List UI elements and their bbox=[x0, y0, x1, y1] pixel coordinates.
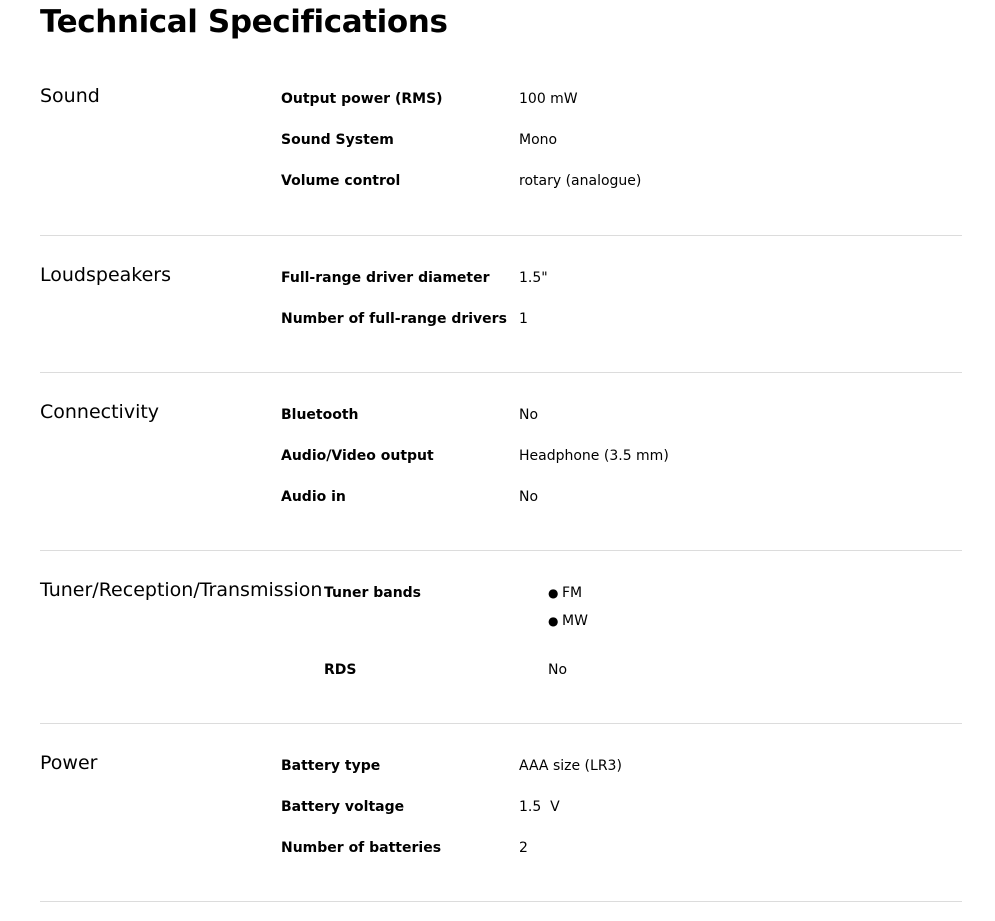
section-title: Tuner/Reception/Transmission bbox=[40, 579, 323, 601]
bullet-icon: ● bbox=[548, 614, 559, 628]
spec-label: Bluetooth bbox=[281, 407, 359, 423]
spec-label: Battery voltage bbox=[281, 799, 405, 815]
spec-label: RDS bbox=[324, 662, 357, 678]
section-title: Power bbox=[40, 752, 98, 774]
spec-label: Battery type bbox=[281, 758, 381, 774]
tuner-band-label: MW bbox=[562, 613, 588, 629]
spec-label: Full-range driver diameter bbox=[281, 270, 490, 286]
spec-label: Sound System bbox=[281, 132, 394, 148]
tuner-band-label: FM bbox=[562, 585, 583, 601]
spec-value: rotary (analogue) bbox=[519, 173, 642, 189]
section-divider bbox=[40, 550, 962, 551]
section-title: Connectivity bbox=[40, 401, 160, 423]
section-divider bbox=[40, 235, 962, 236]
section-divider bbox=[40, 723, 962, 724]
spec-label: Volume control bbox=[281, 173, 401, 189]
spec-label: Output power (RMS) bbox=[281, 91, 443, 107]
spec-label: Tuner bands bbox=[324, 585, 422, 601]
spec-value: No bbox=[519, 489, 539, 505]
spec-value: Mono bbox=[519, 132, 558, 148]
spec-value: 1 bbox=[519, 311, 528, 327]
spec-value: 2 bbox=[519, 840, 528, 856]
spec-label: Number of batteries bbox=[281, 840, 442, 856]
spec-label: Audio in bbox=[281, 489, 346, 505]
page-title: Technical Specifications bbox=[40, 4, 448, 40]
section-title: Loudspeakers bbox=[40, 264, 171, 286]
spec-value: 1.5 V bbox=[519, 799, 560, 815]
spec-label: Number of full-range drivers bbox=[281, 311, 507, 327]
spec-value: No bbox=[548, 662, 568, 678]
section-title: Sound bbox=[40, 85, 100, 107]
spec-label: Audio/Video output bbox=[281, 448, 434, 464]
spec-value: 1.5" bbox=[519, 270, 548, 286]
section-divider bbox=[40, 372, 962, 373]
spec-value: 100 mW bbox=[519, 91, 578, 107]
spec-value: Headphone (3.5 mm) bbox=[519, 448, 669, 464]
spec-value: No bbox=[519, 407, 539, 423]
tuner-band-item bbox=[548, 614, 588, 628]
spec-value: AAA size (LR3) bbox=[519, 758, 622, 774]
section-divider bbox=[40, 901, 962, 902]
tuner-band-item bbox=[548, 586, 582, 600]
bullet-icon: ● bbox=[548, 586, 559, 600]
